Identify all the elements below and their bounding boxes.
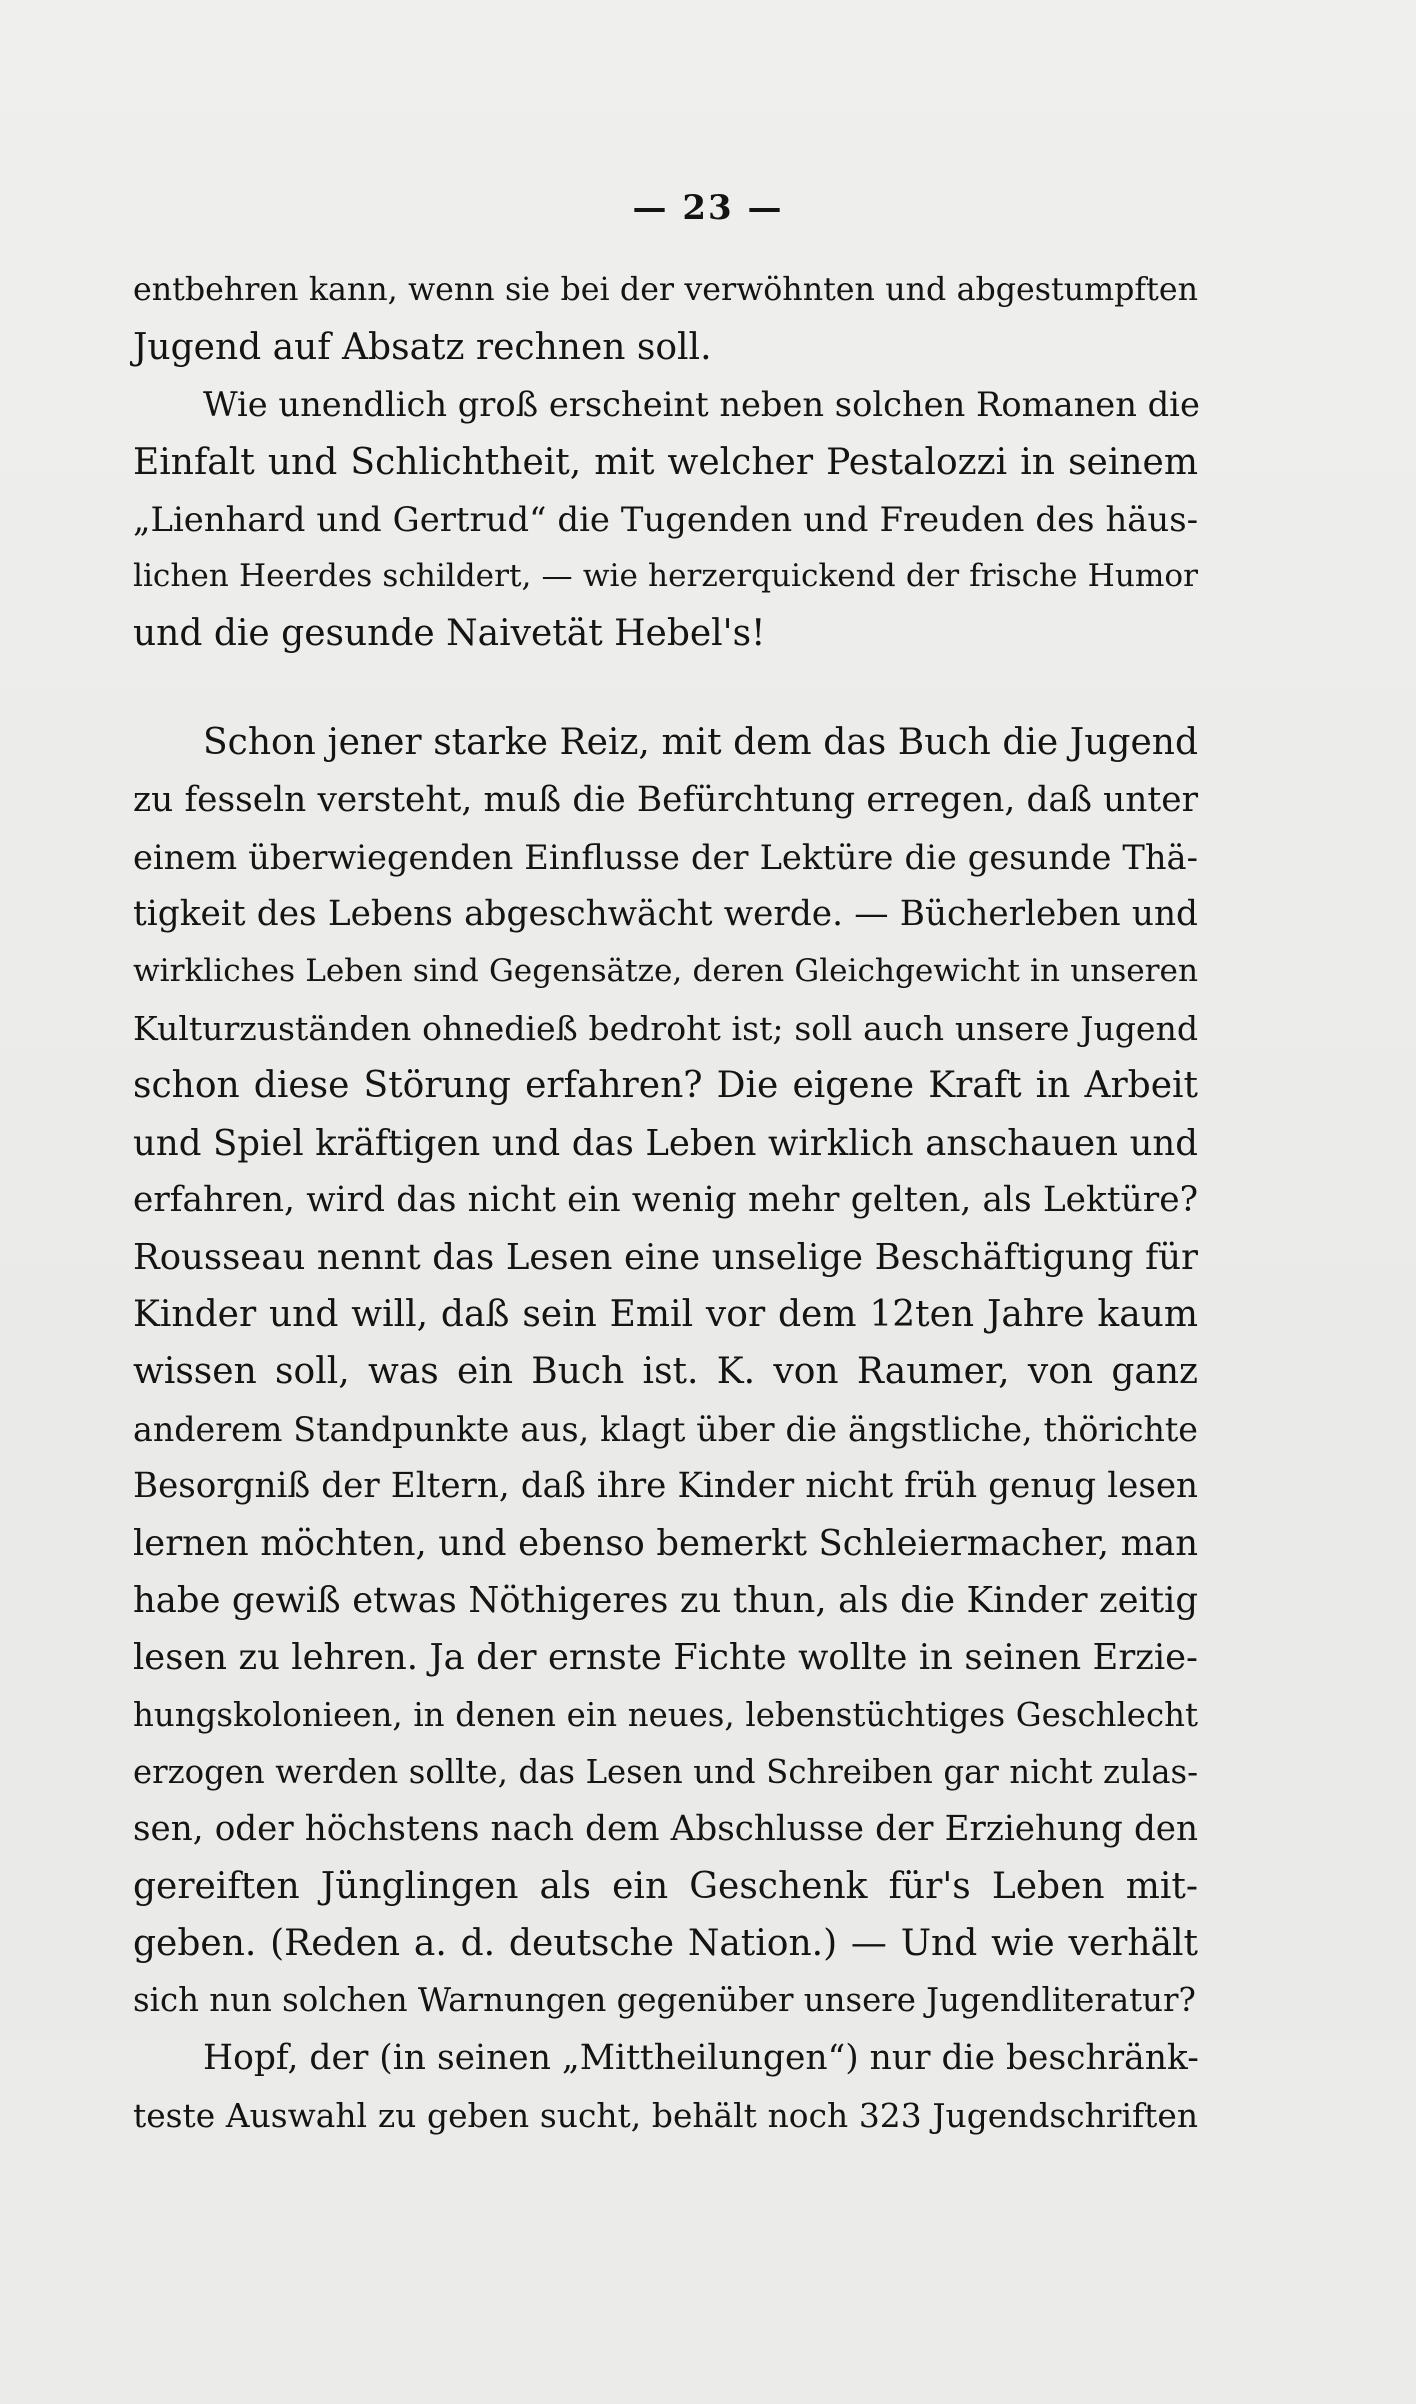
paragraph-2 [133,376,1198,662]
text-line: hungskolonieen, in denen ein neues, lebenstüchtiges Geschlecht [133,1695,1198,1734]
text-line: lesen zu lehren. Ja der ernste Fichte wollte in seinen Erzie- [133,1637,1198,1679]
page-number: — 23 — [632,188,784,228]
text-line: Besorgniß der Eltern, daß ihre Kinder nicht früh genug lesen [133,1465,1198,1506]
text-line: habe gewiß etwas Nöthigeres zu thun, als die Kinder zeitig [133,1580,1198,1622]
text-line: einem überwiegenden Einflusse der Lektüre die gesunde Thä- [133,837,1198,877]
text-line: anderem Standpunkte aus, klagt über die ängstliche, thörichte [133,1409,1198,1449]
text-line: zu fesseln versteht, muß die Befürchtung erregen, daß unter [133,779,1198,820]
text-line: sen, oder höchstens nach dem Abschlusse der Erziehung den [133,1808,1198,1849]
text-line: und die gesunde Naivetät Hebel's! [133,613,766,655]
text-line: erfahren, wird das nicht ein wenig mehr gelten, als Lektüre? [133,1179,1198,1220]
text-line: Einfalt und Schlichtheit, mit welcher Pestalozzi in seinem [133,441,1198,483]
text-line: erzogen werden sollte, das Lesen und Schreiben gar nicht zulas- [133,1752,1198,1791]
text-line: Rousseau nennt das Lesen eine unselige Beschäftigung für [133,1237,1198,1278]
text-line: geben. (Reden a. d. deutsche Nation.) — Und wie verhält [133,1923,1198,1965]
text-line: wissen soll, was ein Buch ist. K. von Raumer, von ganz [133,1351,1198,1393]
text-line: teste Auswahl zu geben sucht, behält noch 323 Jugendschriften [133,2095,1198,2135]
text-line: und Spiel kräftigen und das Leben wirklich anschauen und [133,1122,1198,1164]
text-line: schon diese Störung erfahren? Die eigene Kraft in Arbeit [133,1065,1198,1107]
text-line: „Lienhard und Gertrud“ die Tugenden und Freuden des häus- [133,499,1198,539]
text-line: lernen möchten, und ebenso bemerkt Schleiermacher, man [133,1522,1198,1564]
paragraph-4 [133,2030,1198,2144]
text-line: Hopf, der (in seinen „Mittheilungen“) nur die beschränk- [203,2037,1199,2078]
text-line: wirkliches Leben sind Gegensätze, deren Gleichgewicht in unseren [133,953,1198,990]
text-line: Schon jener starke Reiz, mit dem das Buch die Jugend [203,722,1198,764]
text-line: gereiften Jünglingen als ein Geschenk für's Leben mit- [133,1866,1198,1908]
body-text [133,262,1198,2144]
text-line: Jugend auf Absatz rechnen soll. [133,327,712,369]
text-line: entbehren kann, wenn sie bei der verwöhnten und abgestumpften [133,272,1198,308]
text-line: Kinder und will, daß sein Emil vor dem 12ten Jahre kaum [133,1294,1198,1336]
text-line: sich nun solchen Warnungen gegenüber unsere Jugendliteratur? [133,1981,1196,2020]
paragraph-1 [133,262,1198,376]
text-line: lichen Heerdes schildert, — wie herzerquickend der frische Humor [133,557,1198,594]
text-line: Wie unendlich groß erscheint neben solchen Romanen die [203,385,1200,425]
text-line: tigkeit des Lebens abgeschwächt werde. — Bücherleben und [133,893,1198,934]
text-line: Kulturzuständen ohnedieß bedroht ist; soll auch unsere Jugend [133,1009,1198,1049]
paragraph-gap [133,662,1198,714]
paragraph-3 [133,714,1198,2029]
